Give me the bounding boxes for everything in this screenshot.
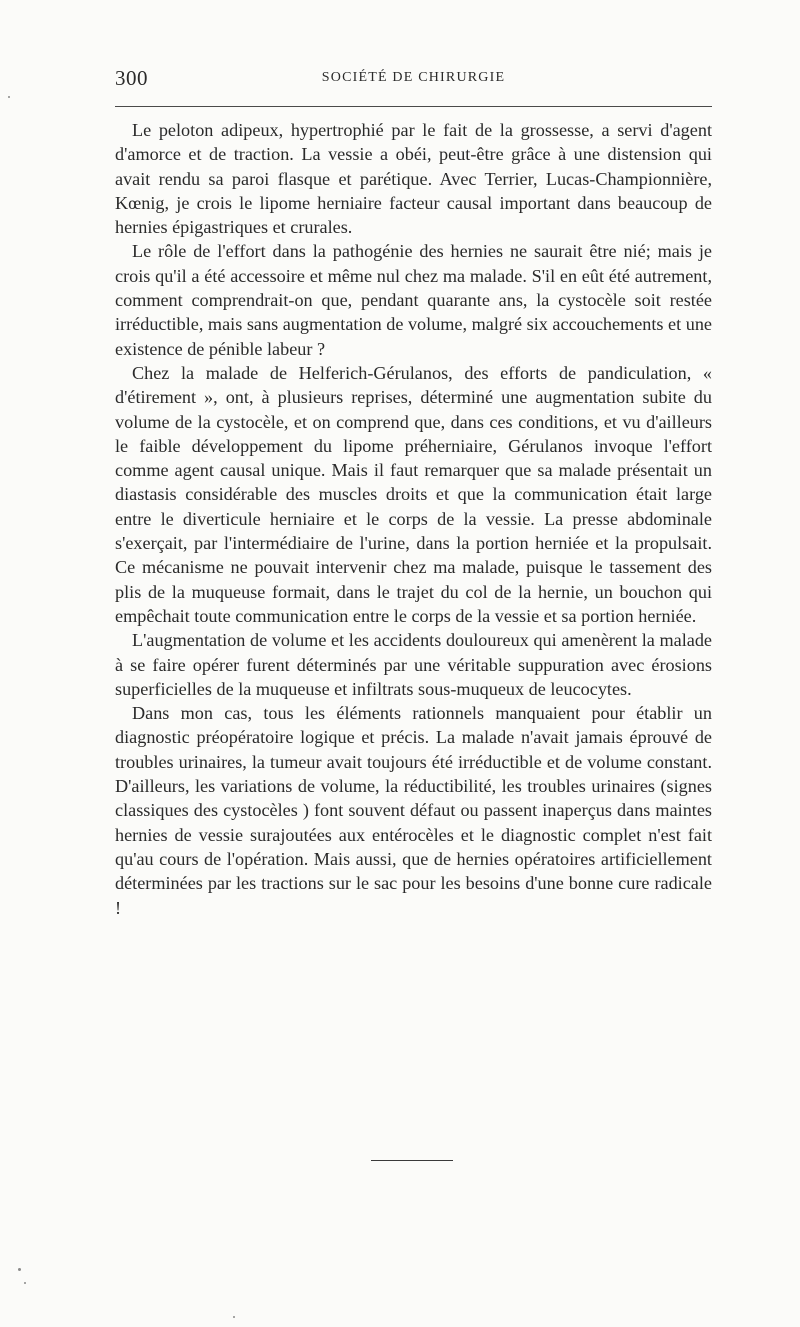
running-title: SOCIÉTÉ DE CHIRURGIE bbox=[321, 70, 506, 85]
body-text bbox=[115, 118, 712, 920]
paragraph: Le rôle de l'effort dans la pathogénie des hernies ne saurait être nié; mais je crois qu'il a été accessoire et même nul chez ma malade. S'il en eût été autrement, comment comprendrait-on que, pendant quarante ans, la cystocèle soit restée irréductible, mais sans augmentation de volume, malgré six accouchements et une existence de pénible labeur ? bbox=[115, 241, 712, 359]
paragraph: L'augmentation de volume et les accidents douloureux qui amenèrent la malade à se faire opérer furent déterminés par une véritable suppuration avec érosions superficielles de la muqueuse et infiltrats sous-muqueux de leucocytes. bbox=[115, 630, 712, 699]
paper-speck bbox=[8, 96, 10, 98]
page-number: 300 bbox=[115, 66, 148, 90]
paper-speck bbox=[233, 1316, 235, 1318]
section-end-rule bbox=[371, 1160, 453, 1161]
header-rule bbox=[115, 106, 712, 107]
paragraph: Chez la malade de Helferich-Gérulanos, des efforts de pandiculation, « d'étirement », ont, à plusieurs reprises, déterminé une augmentation subite du volume de la cystocèle, et on comprend que, dans ces conditions, et vu d'ailleurs le faible développement du lipome préherniaire, Gérulanos invoque l'effort comme agent causal unique. Mais il faut remarquer que sa malade présentait un diastasis considérable des muscles droits et que la communication était large entre le diverticule herniaire et le corps de la vessie. La presse abdominale s'exerçait, par l'intermédiaire de l'urine, dans la portion herniée et la propulsait. Ce mécanisme ne pouvait intervenir chez ma malade, puisque le tassement des plis de la muqueuse formait, dans le trajet du col de la hernie, un bouchon qui empêchait toute communication entre le corps de la vessie et sa portion herniée. bbox=[115, 362, 712, 626]
paragraph: Dans mon cas, tous les éléments rationnels manquaient pour établir un diagnostic préopératoire logique et précis. La malade n'avait jamais éprouvé de troubles urinaires, la tumeur avait toujours été irréductible et de volume constant. D'ailleurs, les variations de volume, la réductibilité, les troubles urinaires (signes classiques des cystocèles ) font souvent défaut ou passent inaperçus dans maintes hernies de vessie surajoutées aux entérocèles et le diagnostic complet n'est fait qu'au cours de l'opération. Mais aussi, que de hernies opératoires artificiellement déterminées par les tractions sur le sac pour les besoins d'une bonne cure radicale ! bbox=[115, 703, 712, 918]
paragraph: Le peloton adipeux, hypertrophié par le fait de la grossesse, a servi d'agent d'amorce et de traction. La vessie a obéi, peut-être grâce à une distension qui avait rendu sa paroi flasque et parétique. Avec Terrier, Lucas-Championnière, Kœnig, je crois le lipome herniaire facteur causal important dans beaucoup de hernies épigastriques et crurales. bbox=[115, 120, 712, 238]
paper-speck bbox=[18, 1268, 21, 1271]
running-head bbox=[115, 66, 712, 92]
paper-speck bbox=[24, 1282, 26, 1284]
